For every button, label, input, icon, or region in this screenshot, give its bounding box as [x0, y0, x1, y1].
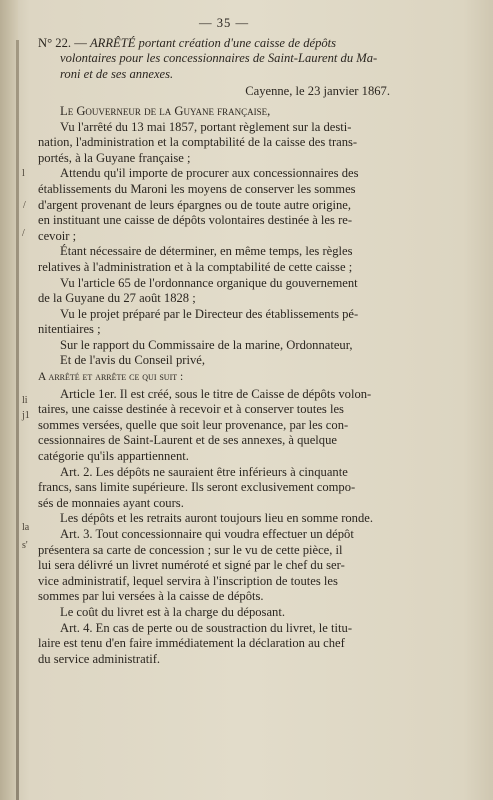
text-line: catégorie qu'ils appartiennent. [38, 449, 189, 464]
text-line: francs, sans limite supérieure. Ils seront exclusivement compo- [38, 480, 356, 495]
margin-mark: li [22, 395, 28, 406]
title-line-1: ARRÊTÉ portant création d'une caisse de dépôts [89, 35, 337, 50]
text-line: cevoir ; [38, 228, 77, 243]
text-line: établissements du Maroni les moyens de conserver les sommes [38, 181, 356, 196]
page-fold-shadow [16, 40, 19, 800]
text-line: Étant nécessaire de déterminer, en même temps, les règles [60, 244, 353, 259]
text-line: laire est tenu d'en faire immédiatement la déclaration au chef [38, 636, 345, 651]
document-body [38, 16, 410, 667]
text-line: Vu le projet préparé par le Directeur des établissements pé- [60, 306, 359, 321]
decree-number: N° 22. [38, 35, 72, 50]
text-line: Et de l'avis du Conseil privé, [60, 353, 205, 368]
margin-mark: / [23, 200, 26, 211]
margin-mark: s' [22, 540, 28, 551]
margin-mark: l [22, 168, 25, 179]
text-line: présentera sa carte de concession ; sur le vu de cette pièce, il [38, 542, 343, 557]
text-line: Article 1er. Il est créé, sous le titre de Caisse de dépôts volon- [60, 386, 372, 401]
text-line: relatives à l'administration et à la comptabilité de cette caisse ; [38, 259, 353, 274]
page-number: — 35 — [198, 16, 250, 30]
text-line: nation, l'administration et la comptabilité de la caisse des trans- [38, 135, 358, 150]
text-line: de la Guyane du 27 août 1828 ; [38, 291, 196, 306]
text-line: portés, à la Guyane française ; [38, 150, 191, 165]
text-line: en instituant une caisse de dépôts volontaires destinée à les re- [38, 213, 353, 228]
enacting-clause: A arrêté et arrête ce qui suit : [38, 371, 184, 384]
title-dash: — [74, 35, 87, 50]
text-line: d'argent provenant de leurs épargnes ou de toute autre origine, [38, 197, 352, 212]
text-line: taires, une caisse destinée à recevoir et à conserver toutes les [38, 402, 344, 417]
text-line: Le coût du livret est à la charge du déposant. [60, 604, 285, 619]
margin-mark: la [22, 522, 30, 533]
text-line: Art. 3. Tout concessionnaire qui voudra effectuer un dépôt [60, 527, 354, 541]
margin-mark: j1 [22, 410, 30, 421]
text-line: Sur le rapport du Commissaire de la marine, Ordonnateur, [60, 337, 353, 352]
text-line: Le Gouverneur de la Guyane française, [60, 103, 271, 118]
text-line: sés de monnaies ayant cours. [38, 495, 184, 510]
title-line-3: roni et de ses annexes. [60, 66, 174, 81]
decree-title [38, 36, 410, 83]
text-line: vice administratif, lequel servira à l'inscription de toutes les [38, 573, 338, 588]
text-line: Vu l'article 65 de l'ordonnance organique du gouvernement [60, 275, 358, 290]
text-line: sommes par lui versées à la caisse de dépôts. [38, 589, 264, 604]
text-line: lui sera délivré un livret numéroté et signé par le chef du ser- [38, 558, 345, 573]
decree-date: Cayenne, le 23 janvier 1867. [245, 84, 390, 99]
text-line: du service administratif. [38, 651, 161, 666]
text-line: Vu l'arrêté du 13 mai 1857, portant règlement sur la desti- [60, 119, 352, 134]
text-line: Art. 2. Les dépôts ne sauraient être inférieurs à cinquante [60, 464, 348, 479]
text-line: Attendu qu'il importe de procurer aux concessionnaires des [60, 166, 359, 181]
text-line: Les dépôts et les retraits auront toujours lieu en somme ronde. [60, 511, 374, 526]
text-line: sommes versées, quelle que soit leur provenance, par les con- [38, 417, 349, 432]
text-line: Art. 4. En cas de perte ou de soustraction du livret, le titu- [60, 620, 353, 635]
title-line-2: volontaires pour les concessionnaires de Saint-Laurent du Ma- [60, 51, 378, 66]
text-line: cessionnaires de Saint-Laurent et de ses annexes, à quelque [38, 433, 337, 448]
text-line: nitentiaires ; [38, 322, 101, 337]
margin-mark: / [22, 228, 25, 239]
